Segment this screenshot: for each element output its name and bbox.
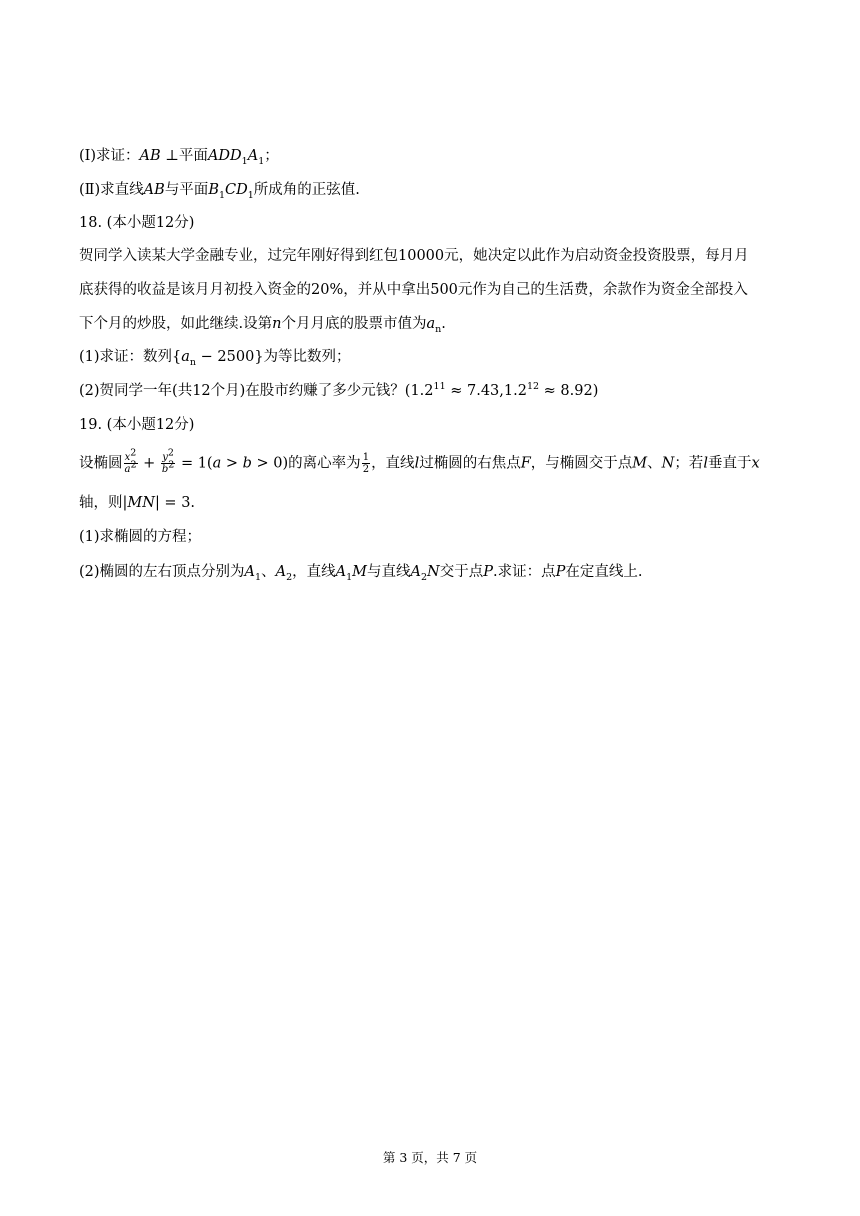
q19-paragraph-line1: 设椭圆 $\frac{x^2}{a^2}$ + $\frac{y^2}{b^2}$ = 1(a > b > 0)的离心率为 $\frac{1}{2}$ ，直线l过椭圆的右焦点F，与椭圆交于点M、N；若l垂直于x: [79, 447, 760, 475]
q19-subquestion-1: (1)求椭圆的方程；: [79, 529, 202, 545]
q18-paragraph-line3: 下个月的炒股，如此继续.设第n个月月底的股票市值为$a_n$.: [79, 316, 446, 335]
fraction-y2-b2: $\frac{y^2}{b^2}$: [161, 447, 175, 475]
q18-subquestion-2: (2)贺同学一年(共12个月)在股市约赚了多少元钱？$(1.2^{11} \approx 7.43,1.2^{12} \approx 8.92)$: [79, 381, 599, 399]
q19-paragraph-line2: 轴，则|MN| = 3.: [79, 495, 196, 511]
fraction-x2-a2: $\frac{x^2}{a^2}$: [124, 447, 137, 475]
q18-header: 18. (本小题12分): [79, 215, 195, 231]
q18-subquestion-1: (1)求证：数列$\{a_n - 2500\}$为等比数列；: [79, 349, 351, 368]
q17-part2: (Ⅱ)求直线AB与平面$B_1CD_1$所成角的正弦值.: [79, 182, 360, 201]
fraction-one-half: $\frac{1}{2}$: [362, 452, 370, 475]
q19-subquestion-2: (2)椭圆的左右顶点分别为$A_1$、$A_2$，直线$A_1M$与直线$A_2N$交于点P.求证：点P在定直线上.: [79, 564, 643, 583]
q17-part1: (Ⅰ)求证：AB ⊥平面$ADD_1A_1$；: [79, 148, 279, 167]
q18-paragraph-line1: 贺同学入读某大学金融专业，过完年刚好得到红包10000元，她决定以此作为启动资金投资股票，每月月: [79, 248, 749, 264]
q18-paragraph-line2: 底获得的收益是该月月初投入资金的20%，并从中拿出500元作为自己的生活费，余款作为资金全部投入: [79, 282, 748, 298]
page-number-footer: 第 3 页，共 7 页: [382, 1150, 478, 1165]
q19-header: 19. (本小题12分): [79, 417, 195, 433]
